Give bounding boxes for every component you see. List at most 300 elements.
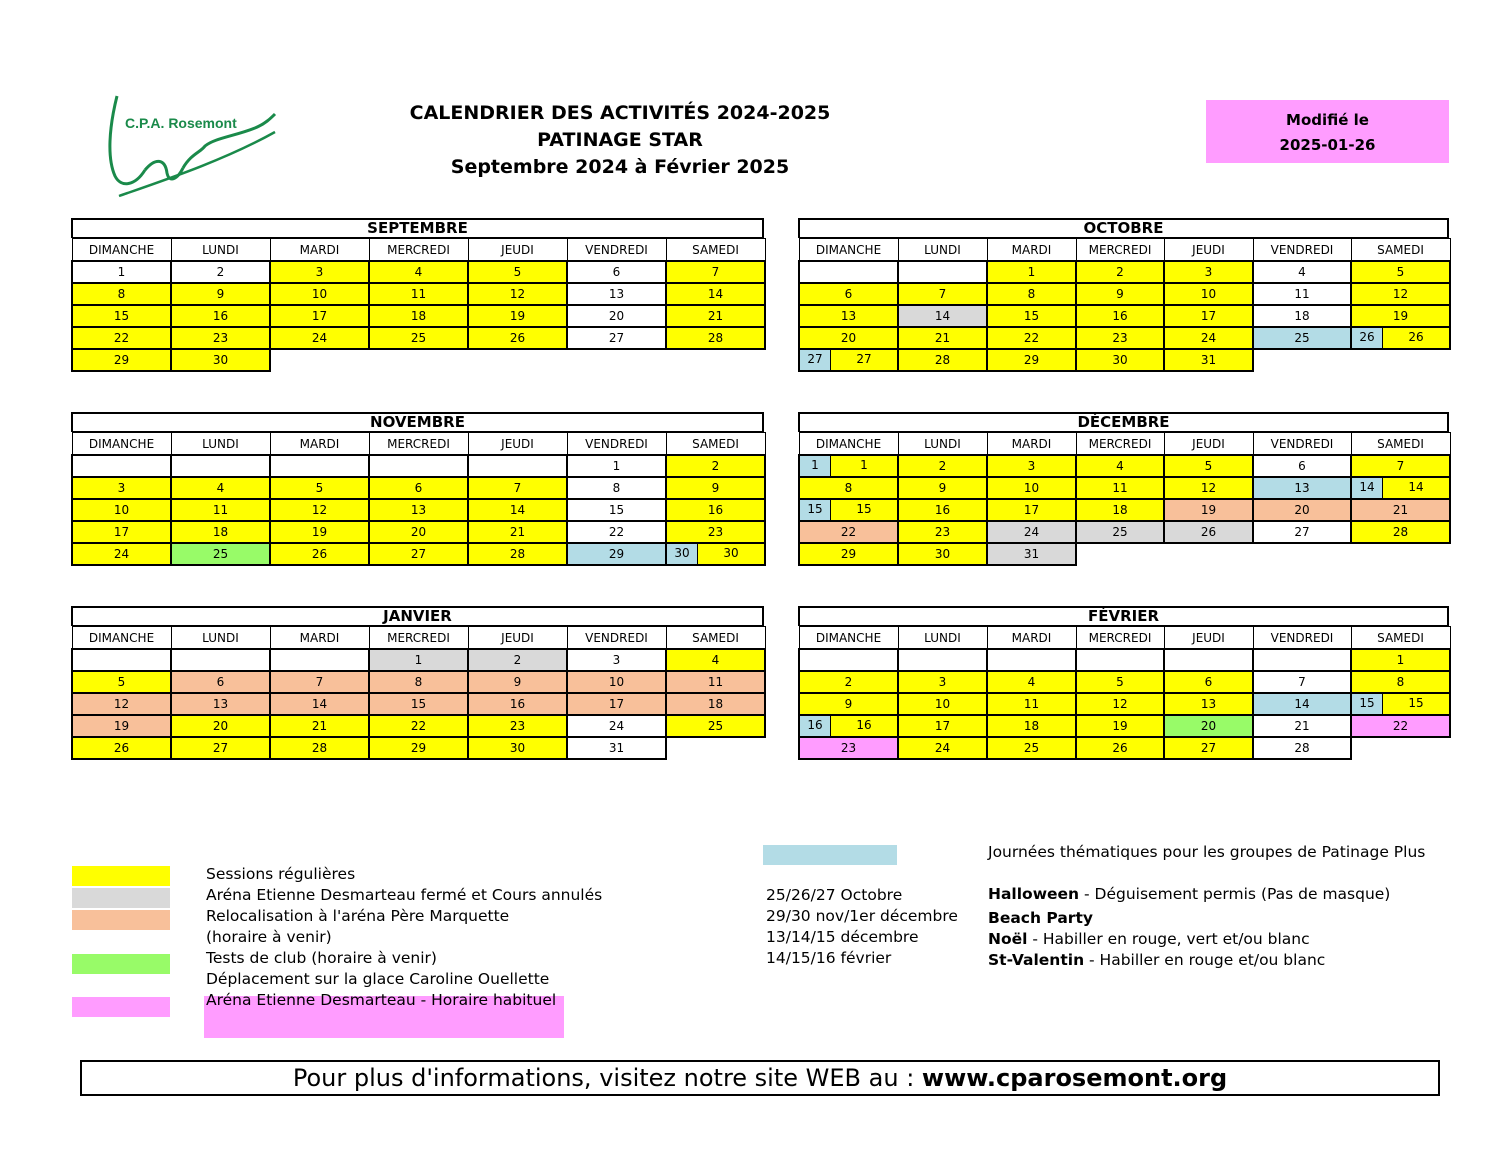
day-cell: 19 — [1164, 499, 1253, 521]
legend-swatch-tests — [72, 954, 170, 974]
day-cell: 13 — [369, 499, 468, 521]
weekday-header: DIMANCHE — [72, 239, 171, 262]
day-cell: 20 — [799, 327, 898, 349]
day-cell: 9 — [666, 477, 765, 499]
weekday-header: LUNDI — [171, 627, 270, 650]
day-cell: 4 — [1253, 261, 1351, 283]
day-cell: 5 — [270, 477, 369, 499]
day-cell: 29 — [567, 543, 666, 565]
day-cell: 30 — [171, 349, 270, 371]
week-row — [799, 283, 1450, 305]
day-cell: 28 — [1351, 521, 1450, 543]
day-cell: 1 — [567, 455, 666, 477]
day-cell: 14 — [1253, 693, 1351, 715]
week-row — [72, 649, 765, 671]
day-cell: 15 — [987, 305, 1076, 327]
day-cell: 1 — [369, 649, 468, 671]
day-cell: 19 — [1076, 715, 1164, 737]
day-cell: 18 — [1076, 499, 1164, 521]
day-cell: 7 — [898, 283, 987, 305]
weekday-header: DIMANCHE — [799, 433, 898, 456]
day-cell: 9 — [898, 477, 987, 499]
theme-line — [988, 884, 1390, 905]
empty-cell — [468, 349, 567, 371]
day-cell: 5 — [72, 671, 171, 693]
weekday-header: DIMANCHE — [72, 627, 171, 650]
weekday-header: SAMEDI — [666, 239, 765, 262]
day-cell: 5 — [1164, 455, 1253, 477]
day-cell: 13 — [567, 283, 666, 305]
week-row — [799, 305, 1450, 327]
legend-item: Tests de club (horaire à venir) — [206, 949, 437, 967]
theme-desc: - Déguisement permis (Pas de masque) — [1079, 885, 1391, 903]
day-cell: 29 — [987, 349, 1076, 371]
day-cell: 20 — [1253, 499, 1351, 521]
day-cell: 8 — [369, 671, 468, 693]
day-cell: 12 — [1076, 693, 1164, 715]
day-cell: 25 — [666, 715, 765, 737]
day-cell: 21 — [1351, 499, 1450, 521]
weekday-header: JEUDI — [468, 239, 567, 262]
day-cell: 11 — [369, 283, 468, 305]
theme-day-marker: 30 — [667, 544, 698, 564]
day-cell: 12 — [1164, 477, 1253, 499]
day-cell: 13 — [1164, 693, 1253, 715]
day-cell: 12 — [1351, 283, 1450, 305]
day-cell: 8 — [567, 477, 666, 499]
day-cell: 2 — [666, 455, 765, 477]
modified-badge — [1206, 100, 1449, 163]
theme-desc: - Habiller en rouge, vert et/ou blanc — [1027, 930, 1310, 948]
day-cell: 17 — [898, 715, 987, 737]
day-cell: 7 — [1351, 455, 1450, 477]
day-cell: 31 — [1164, 349, 1253, 371]
day-cell: 14 — [270, 693, 369, 715]
day-cell: 15 — [72, 305, 171, 327]
day-cell: 23 — [171, 327, 270, 349]
day-cell: 17 — [270, 305, 369, 327]
day-cell: 2 — [171, 261, 270, 283]
week-row — [799, 521, 1450, 543]
modified-label: Modifié le — [1286, 111, 1369, 129]
day-cell: 21 — [468, 521, 567, 543]
day-cell: 13 — [799, 305, 898, 327]
day-cell: 13 — [1253, 477, 1351, 499]
week-row — [72, 737, 765, 759]
theme-name: Beach Party — [988, 909, 1093, 927]
week-row — [72, 671, 765, 693]
day-cell: 29 — [72, 349, 171, 371]
weekday-header: LUNDI — [898, 239, 987, 262]
month-title: FÉVRIER — [798, 606, 1449, 626]
calendar-title: CALENDRIER DES ACTIVITÉS 2024-2025 — [409, 102, 831, 124]
day-cell: 3 — [987, 455, 1076, 477]
theme-title: Journées thématiques pour les groupes de Patinage Plus — [988, 843, 1426, 861]
day-cell: 22 — [72, 327, 171, 349]
day-cell: 23 — [666, 521, 765, 543]
weekday-header: SAMEDI — [1351, 627, 1450, 650]
day-cell: 4 — [171, 477, 270, 499]
month-title: NOVEMBRE — [71, 412, 764, 432]
day-cell: 15 — [369, 693, 468, 715]
month-grid — [798, 432, 1451, 566]
day-cell: 10 — [898, 693, 987, 715]
day-cell: 3 — [898, 671, 987, 693]
day-cell: 4 — [369, 261, 468, 283]
day-cell: 28 — [270, 737, 369, 759]
day-cell — [171, 649, 270, 671]
day-cell: 21 — [270, 715, 369, 737]
theme-date: 29/30 nov/1er décembre — [766, 907, 958, 925]
legend-swatch-closed — [72, 888, 170, 908]
day-cell: 26 — [1076, 737, 1164, 759]
svg-text:C.P.A. Rosemont: C.P.A. Rosemont — [125, 115, 237, 131]
day-cell — [1164, 649, 1253, 671]
weekday-header: JEUDI — [1164, 433, 1253, 456]
weekday-header: DIMANCHE — [72, 433, 171, 456]
day-cell-theme — [799, 349, 898, 371]
day-cell: 11 — [666, 671, 765, 693]
month-january — [71, 606, 764, 760]
theme-desc: - Habiller en rouge et/ou blanc — [1084, 951, 1326, 969]
day-number: 1 — [860, 458, 868, 472]
weekday-header: LUNDI — [171, 433, 270, 456]
day-cell: 30 — [898, 543, 987, 565]
day-cell: 6 — [799, 283, 898, 305]
day-cell: 7 — [666, 261, 765, 283]
empty-cell — [1351, 349, 1450, 371]
day-cell-theme — [799, 455, 898, 477]
day-cell: 20 — [567, 305, 666, 327]
day-number: 14 — [1408, 480, 1424, 494]
day-cell: 21 — [1253, 715, 1351, 737]
day-cell: 11 — [1253, 283, 1351, 305]
weekday-header: LUNDI — [171, 239, 270, 262]
day-cell: 25 — [1076, 521, 1164, 543]
weekday-header: VENDREDI — [1253, 627, 1351, 650]
day-cell — [987, 649, 1076, 671]
day-cell: 2 — [898, 455, 987, 477]
logo-swoosh-icon — [105, 88, 285, 203]
day-cell: 22 — [799, 521, 898, 543]
day-number: 15 — [856, 502, 872, 516]
theme-day-marker: 16 — [800, 716, 831, 736]
day-cell — [369, 455, 468, 477]
day-cell: 3 — [72, 477, 171, 499]
day-cell: 25 — [369, 327, 468, 349]
week-row — [799, 261, 1450, 283]
day-cell: 24 — [987, 521, 1076, 543]
day-cell: 30 — [1076, 349, 1164, 371]
week-row — [799, 477, 1450, 499]
day-cell — [1076, 649, 1164, 671]
theme-name: St-Valentin — [988, 951, 1085, 969]
day-cell: 23 — [799, 737, 898, 759]
day-number: 27 — [856, 352, 872, 366]
day-cell: 26 — [468, 327, 567, 349]
theme-line — [988, 908, 1390, 929]
weekday-header: JEUDI — [468, 433, 567, 456]
day-cell: 18 — [1253, 305, 1351, 327]
day-cell: 31 — [987, 543, 1076, 565]
day-cell: 3 — [270, 261, 369, 283]
week-row — [72, 283, 765, 305]
day-cell: 18 — [369, 305, 468, 327]
day-cell: 25 — [987, 737, 1076, 759]
footer-website-link[interactable]: www.cparosemont.org — [921, 1064, 1228, 1092]
empty-cell — [1253, 349, 1351, 371]
theme-name: Noël — [988, 930, 1028, 948]
day-cell: 17 — [987, 499, 1076, 521]
day-cell: 2 — [1076, 261, 1164, 283]
week-row — [72, 305, 765, 327]
day-cell: 12 — [468, 283, 567, 305]
theme-day-marker: 15 — [800, 500, 831, 520]
weekday-header: DIMANCHE — [799, 627, 898, 650]
weekday-header: MARDI — [987, 239, 1076, 262]
day-cell: 13 — [171, 693, 270, 715]
weekday-header: SAMEDI — [666, 433, 765, 456]
day-cell: 18 — [666, 693, 765, 715]
day-cell: 7 — [1253, 671, 1351, 693]
day-cell: 2 — [799, 671, 898, 693]
day-cell: 19 — [270, 521, 369, 543]
day-cell: 6 — [369, 477, 468, 499]
day-cell: 27 — [369, 543, 468, 565]
day-cell: 11 — [171, 499, 270, 521]
weekday-header: LUNDI — [898, 627, 987, 650]
legend-item: Aréna Etienne Desmarteau fermé et Cours annulés — [206, 886, 603, 904]
weekday-header: MARDI — [987, 433, 1076, 456]
weekday-header: MERCREDI — [369, 433, 468, 456]
day-cell: 16 — [666, 499, 765, 521]
day-cell: 18 — [987, 715, 1076, 737]
empty-cell — [270, 349, 369, 371]
day-cell: 11 — [987, 693, 1076, 715]
day-cell: 8 — [987, 283, 1076, 305]
month-december — [798, 412, 1449, 566]
empty-cell — [567, 349, 666, 371]
day-cell: 1 — [1351, 649, 1450, 671]
day-cell: 20 — [1164, 715, 1253, 737]
day-cell — [799, 649, 898, 671]
legend-list — [206, 864, 602, 1011]
day-cell: 6 — [1253, 455, 1351, 477]
day-cell — [171, 455, 270, 477]
day-cell: 22 — [987, 327, 1076, 349]
day-cell: 26 — [72, 737, 171, 759]
theme-names — [988, 884, 1390, 971]
day-number: 16 — [856, 718, 872, 732]
legend-swatch-usual — [72, 997, 170, 1017]
day-cell: 2 — [468, 649, 567, 671]
theme-day-marker: 27 — [800, 350, 831, 370]
day-cell: 22 — [1351, 715, 1450, 737]
day-cell: 22 — [567, 521, 666, 543]
weekday-header: MERCREDI — [369, 627, 468, 650]
theme-line — [988, 929, 1390, 950]
day-cell: 4 — [987, 671, 1076, 693]
day-cell-theme — [1351, 327, 1450, 349]
month-title: OCTOBRE — [798, 218, 1449, 238]
day-cell: 24 — [72, 543, 171, 565]
legend-item: Sessions régulières — [206, 865, 356, 883]
day-cell: 27 — [567, 327, 666, 349]
day-cell: 9 — [171, 283, 270, 305]
day-cell: 4 — [1076, 455, 1164, 477]
legend-swatch-regular — [72, 866, 170, 886]
day-cell: 7 — [468, 477, 567, 499]
day-cell-theme — [1351, 693, 1450, 715]
weekday-header: VENDREDI — [567, 239, 666, 262]
week-row — [72, 327, 765, 349]
week-row — [799, 349, 1450, 371]
day-cell: 5 — [468, 261, 567, 283]
month-grid — [71, 238, 766, 372]
theme-swatch — [763, 845, 897, 865]
weekday-header: VENDREDI — [1253, 433, 1351, 456]
day-cell: 14 — [468, 499, 567, 521]
weekday-header: MARDI — [270, 239, 369, 262]
day-cell: 31 — [567, 737, 666, 759]
day-cell: 24 — [1164, 327, 1253, 349]
empty-cell — [1351, 543, 1450, 565]
week-row — [72, 261, 765, 283]
day-cell: 25 — [171, 543, 270, 565]
day-cell — [270, 649, 369, 671]
month-february — [798, 606, 1449, 760]
day-cell: 26 — [270, 543, 369, 565]
week-row — [72, 715, 765, 737]
empty-cell — [369, 349, 468, 371]
legend-item: Déplacement sur la glace Caroline Ouellette — [206, 970, 550, 988]
day-cell: 8 — [1351, 671, 1450, 693]
weekday-header: JEUDI — [1164, 627, 1253, 650]
day-cell: 28 — [468, 543, 567, 565]
week-row — [799, 543, 1450, 565]
footer-text: Pour plus d'informations, visitez notre site WEB au : — [292, 1064, 922, 1092]
day-cell: 18 — [171, 521, 270, 543]
empty-cell — [1076, 543, 1164, 565]
day-cell — [72, 649, 171, 671]
day-cell: 30 — [468, 737, 567, 759]
theme-date: 14/15/16 février — [766, 949, 892, 967]
day-cell: 29 — [799, 543, 898, 565]
week-row — [72, 477, 765, 499]
day-cell — [898, 261, 987, 283]
legend-item: Relocalisation à l'aréna Père Marquette — [206, 907, 510, 925]
calendar-subtitle: PATINAGE STAR — [537, 129, 703, 151]
calendar-header — [380, 100, 860, 181]
week-row — [799, 327, 1450, 349]
day-cell: 23 — [1076, 327, 1164, 349]
day-cell-theme — [799, 499, 898, 521]
week-row — [72, 499, 765, 521]
day-cell — [72, 455, 171, 477]
legend-item: (horaire à venir) — [206, 928, 332, 946]
empty-cell — [666, 737, 765, 759]
weekday-header: SAMEDI — [666, 627, 765, 650]
day-cell — [270, 455, 369, 477]
day-cell: 8 — [799, 477, 898, 499]
day-cell: 10 — [987, 477, 1076, 499]
month-grid — [71, 626, 766, 760]
week-row — [72, 349, 765, 371]
weekday-header: JEUDI — [468, 627, 567, 650]
day-cell: 16 — [898, 499, 987, 521]
day-cell: 7 — [270, 671, 369, 693]
empty-cell — [666, 349, 765, 371]
day-cell: 23 — [898, 521, 987, 543]
day-cell: 16 — [171, 305, 270, 327]
day-cell-theme — [666, 543, 765, 565]
weekday-header: MARDI — [987, 627, 1076, 650]
day-cell-theme — [1351, 477, 1450, 499]
club-logo — [105, 88, 285, 203]
month-october — [798, 218, 1449, 372]
day-cell — [898, 649, 987, 671]
theme-date: 13/14/15 décembre — [766, 928, 919, 946]
month-title: SEPTEMBRE — [71, 218, 764, 238]
day-cell: 21 — [666, 305, 765, 327]
day-cell: 24 — [270, 327, 369, 349]
weekday-header: VENDREDI — [567, 627, 666, 650]
weekday-header: MERCREDI — [1076, 627, 1164, 650]
month-november — [71, 412, 764, 566]
footer-banner — [80, 1060, 1440, 1096]
day-cell: 23 — [468, 715, 567, 737]
weekday-header: MARDI — [270, 433, 369, 456]
day-cell: 12 — [270, 499, 369, 521]
day-cell: 16 — [468, 693, 567, 715]
calendar-period: Septembre 2024 à Février 2025 — [450, 156, 790, 178]
weekday-header: MERCREDI — [369, 239, 468, 262]
theme-day-marker: 15 — [1352, 694, 1383, 714]
day-cell: 6 — [567, 261, 666, 283]
day-cell: 20 — [171, 715, 270, 737]
modified-date: 2025-01-26 — [1279, 136, 1376, 154]
day-cell — [1253, 649, 1351, 671]
month-title: DÉCEMBRE — [798, 412, 1449, 432]
day-cell: 1 — [987, 261, 1076, 283]
empty-cell — [1351, 737, 1450, 759]
weekday-header: MERCREDI — [1076, 239, 1164, 262]
day-cell: 17 — [1164, 305, 1253, 327]
day-cell: 5 — [1351, 261, 1450, 283]
day-cell: 8 — [72, 283, 171, 305]
day-cell: 24 — [567, 715, 666, 737]
day-cell: 26 — [1164, 521, 1253, 543]
week-row — [72, 455, 765, 477]
day-cell: 19 — [1351, 305, 1450, 327]
day-cell: 20 — [369, 521, 468, 543]
day-cell: 9 — [1076, 283, 1164, 305]
day-cell: 21 — [898, 327, 987, 349]
day-cell: 28 — [1253, 737, 1351, 759]
theme-dates — [766, 885, 958, 969]
week-row — [72, 521, 765, 543]
day-cell: 3 — [1164, 261, 1253, 283]
day-cell: 27 — [1164, 737, 1253, 759]
month-grid — [71, 432, 766, 566]
day-cell: 4 — [666, 649, 765, 671]
weekday-header: SAMEDI — [1351, 239, 1450, 262]
day-cell: 14 — [666, 283, 765, 305]
month-grid — [798, 626, 1451, 760]
day-cell: 27 — [1253, 521, 1351, 543]
week-row — [799, 671, 1450, 693]
weekday-header: VENDREDI — [567, 433, 666, 456]
